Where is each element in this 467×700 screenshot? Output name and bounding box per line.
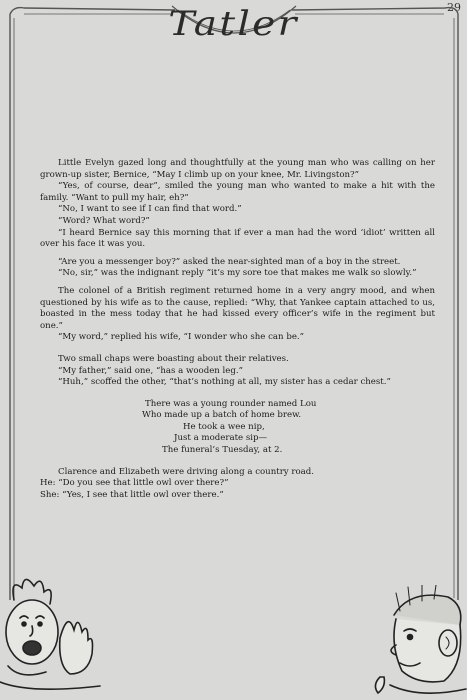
joke-paragraph: Clarence and Elizabeth were driving along a country road.	[58, 466, 315, 477]
masthead-title: Tatler	[168, 4, 299, 44]
cartoon-boy-left-illustration	[0, 570, 120, 700]
joke-paragraph: “Word? What word?”	[58, 215, 150, 226]
dialog-line: He: “Do you see that little owl over there?”	[40, 478, 229, 489]
poem-line: Just a moderate sip—	[174, 433, 268, 444]
masthead	[0, 0, 467, 60]
joke-paragraph: Little Evelyn gazed long and thoughtfully at the young man who was calling on her grown-up sister, Bernice, “May I climb up on your knee, Mr. Livingston?”	[40, 158, 435, 180]
dialog-line: She: “Yes, I see that little owl over there.”	[40, 489, 224, 500]
joke-paragraph: “Are you a messenger boy?” asked the near-sighted man of a boy in the street.	[58, 256, 401, 267]
poem-line: Who made up a batch of home brew.	[142, 410, 302, 421]
joke-paragraph: The colonel of a British regiment returned home in a very angry mood, and when questioned by his wife as to the cause, replied: “Why, that Yankee captain attached to us, boasted in the mess today that he had kissed every officer’s wife in the regiment but one.”	[40, 285, 435, 331]
owl-joke	[40, 467, 435, 502]
joke-paragraph: “My word,” replied his wife, “I wonder who she can be.”	[58, 332, 305, 343]
page-number: 29	[447, 1, 461, 14]
poem-line: He took a wee nip,	[183, 421, 265, 432]
joke-paragraph: “No, sir,” was the indignant reply “it’s my sore toe that makes me walk so slowly.”	[58, 268, 417, 279]
joke-paragraph: “Yes, of course, dear”, smiled the young man who wanted to make a hit with the family. “Want to pull my hair, eh?”	[40, 181, 435, 203]
article-body	[40, 158, 435, 501]
cartoon-man-right-illustration	[360, 585, 467, 700]
joke-paragraph: “I heard Bernice say this morning that if ever a man had the word ‘idiot’ written all over his face it was you.	[40, 227, 435, 250]
poem-line: The funeral’s Tuesday, at 2.	[162, 445, 283, 456]
joke-paragraph: “My father,” said one, “has a wooden leg.”	[58, 365, 244, 376]
joke-paragraph: “Huh,” scoffed the other, “that’s nothing at all, my sister has a cedar chest.”	[58, 377, 391, 388]
limerick	[40, 399, 435, 457]
joke-paragraph: “No, I want to see if I can find that word.”	[58, 204, 242, 215]
poem-line: There was a young rounder named Lou	[145, 398, 317, 409]
joke-paragraph: Two small chaps were boasting about their relatives.	[58, 353, 289, 364]
